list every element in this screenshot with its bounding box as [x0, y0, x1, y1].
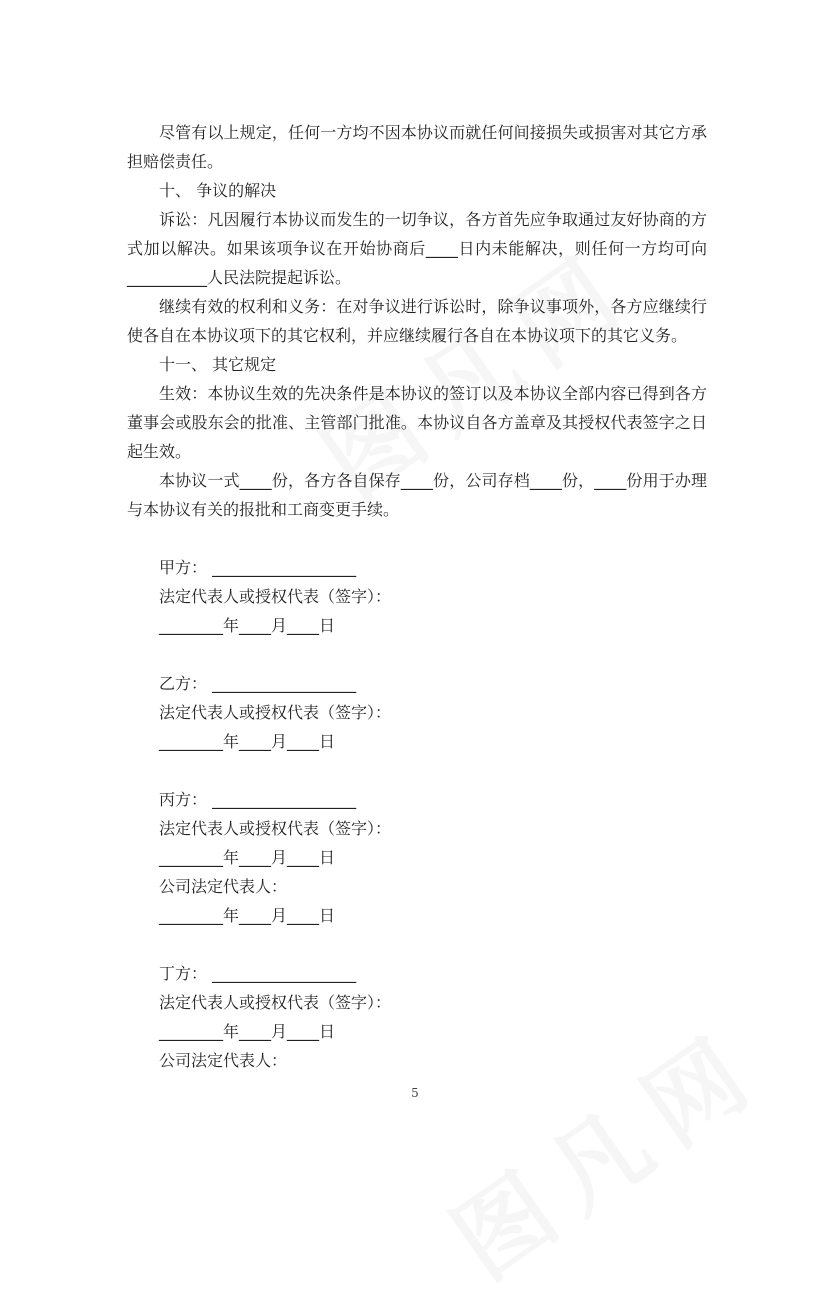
signature-block-party-c [127, 785, 707, 930]
party-d-representative-line: 法定代表人或授权代表（签字）： [159, 993, 392, 1012]
party-c-date-line: ________年____月____日 [159, 848, 336, 867]
party-c-representative-line: 法定代表人或授权代表（签字）： [159, 819, 392, 838]
paragraph-continuing-rights: 继续有效的权利和义务：在对争议进行诉讼时，除争议事项外，各方应继续行使各自在本协议项下的其它权利，并应继续履行各自在本协议项下的其它义务。 [127, 297, 707, 345]
signature-block-party-a [127, 553, 707, 640]
party-b-representative-line: 法定代表人或授权代表（签字）： [159, 703, 392, 722]
party-a-name-line: 甲方： __________________ [159, 558, 357, 577]
party-a-date-line: ________年____月____日 [159, 616, 336, 635]
party-d-legal-rep-line: 公司法定代表人： [159, 1051, 288, 1070]
party-a-representative-line: 法定代表人或授权代表（签字）： [159, 587, 392, 606]
paragraph-copies: 本协议一式____份，各方各自保存____份，公司存档____份，____份用于办理与本协议有关的报批和工商变更手续。 [127, 471, 707, 519]
signature-block-party-d [127, 959, 707, 1075]
party-c-legal-rep-line: 公司法定代表人： [159, 877, 288, 896]
section-heading-other: 十一、 其它规定 [159, 355, 277, 374]
party-c-legal-date-line: ________年____月____日 [159, 906, 336, 925]
party-d-date-line: ________年____月____日 [159, 1022, 336, 1041]
page-number: 5 [411, 1086, 419, 1100]
paragraph-effectiveness: 生效：本协议生效的先决条件是本协议的签订以及本协议全部内容已得到各方董事会或股东会的批准、主管部门批准。本协议自各方盖章及其授权代表签字之日起生效。 [127, 384, 707, 461]
party-b-name-line: 乙方： __________________ [159, 674, 357, 693]
document-body [127, 118, 707, 1075]
party-d-name-line: 丁方： __________________ [159, 964, 357, 983]
paragraph-litigation: 诉讼：凡因履行本协议而发生的一切争议，各方首先应争取通过友好协商的方式加以解决。如果该项争议在开始协商后____日内未能解决，则任何一方均可向__________人民法院提起诉讼。 [127, 210, 707, 287]
signature-block-party-b [127, 669, 707, 756]
party-c-name-line: 丙方： __________________ [159, 790, 357, 809]
paragraph-liability: 尽管有以上规定，任何一方均不因本协议而就任何间接损失或损害对其它方承担赔偿责任。 [127, 123, 707, 171]
party-b-date-line: ________年____月____日 [159, 732, 336, 751]
section-heading-dispute: 十、 争议的解决 [159, 181, 277, 200]
